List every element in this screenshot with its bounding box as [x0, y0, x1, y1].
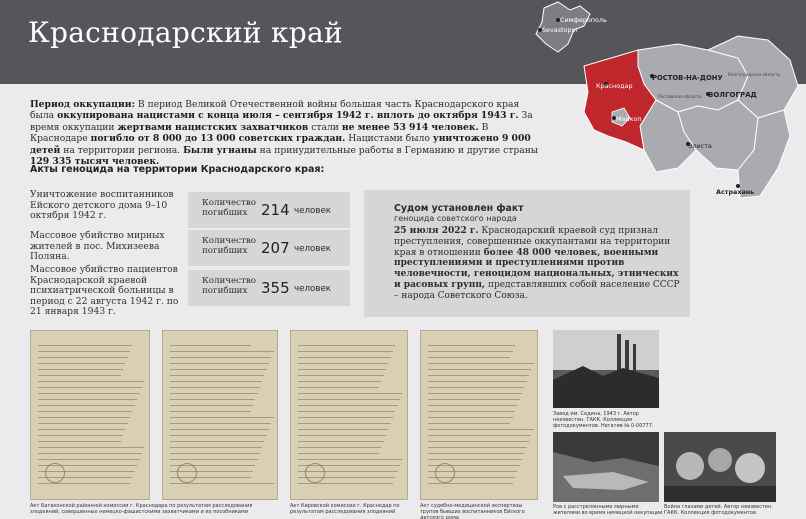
court-date: 25 июля 2022 г.: [394, 226, 479, 236]
document-stamp: [305, 463, 325, 483]
occupation-label: Период оккупации:: [30, 99, 135, 110]
court-text: [394, 226, 684, 302]
document-text-line: [170, 405, 253, 406]
map-label-elista: Элиста: [688, 142, 712, 150]
document-text-line: [38, 447, 144, 448]
document-text-line: [170, 357, 271, 358]
document-text-line: [170, 423, 271, 424]
document-text-line: [298, 387, 379, 388]
region-map: [528, 0, 806, 210]
document-text-line: [38, 363, 125, 364]
intro-text-m: на принудительные работы в Германию и другие страны: [256, 144, 539, 156]
document-text-line: [170, 351, 274, 352]
document-text-line: [428, 405, 517, 406]
document-stamp: [45, 463, 65, 483]
document-text-line: [38, 399, 137, 400]
court-text-c: представлявших собой население СССР – народа Советского Союза.: [394, 279, 680, 301]
document-text-line: [298, 345, 395, 346]
document-text-line: [170, 399, 256, 400]
document-text-line: [428, 441, 529, 442]
court-verdict-box: [364, 190, 690, 317]
caption-document-1: Акт Батаконской районной комиссии г. Краснодара по результатам расследования злодеяний, совершенных немецко-фашистскими захватчиками и их пособниками: [30, 503, 253, 515]
map-label-rostov: РОСТОВ-НА-ДОНУ: [652, 74, 723, 82]
document-text-line: [38, 351, 130, 352]
document-text-line: [428, 399, 520, 400]
stat-number: 214: [261, 201, 290, 219]
court-text-a: Краснодарский краевой суд признал преступления, совершенные оккупантами на территории края в отношении: [394, 226, 671, 258]
document-stamp: [435, 463, 455, 483]
document-text-line: [170, 483, 274, 484]
map-label-krasnodar: Краснодар: [596, 82, 633, 90]
document-text-line: [428, 351, 513, 352]
intro-text-b: оккупирована нацистами с конца июля – сентября 1942 г. вплоть до октября 1943 г.: [57, 110, 519, 122]
document-text-line: [298, 447, 382, 448]
document-text-line: [298, 369, 386, 370]
document-text-line: [298, 405, 398, 406]
court-text-b: более 48 000 человек, военными преступлениями и преступлениями против человечности, геноцидом национальных, этнических и расовых групп,: [394, 247, 679, 290]
document-text-line: [428, 363, 534, 364]
intro-text-d: жертвами нацистских захватчиков: [117, 121, 309, 133]
photo-children: [664, 432, 776, 502]
document-text-line: [38, 435, 123, 436]
photo-sedin-plant: [553, 330, 659, 408]
document-text-line: [428, 345, 515, 346]
caption-document-3: Акт судебно-медицинской экспертизы трупов бывших воспитанников Ейского детского дома: [420, 503, 525, 519]
court-title: Судом установлен факт: [394, 203, 524, 214]
caption-photo-ditch: Ров с расстрелянными мирными жителями во время немецкой оккупации: [553, 504, 663, 516]
document-text-line: [298, 435, 386, 436]
document-text-line: [170, 447, 262, 448]
map-label-maykop: Майкоп: [616, 115, 642, 123]
document-text-line: [298, 417, 393, 418]
map-label-sevastopol: Sevastopol: [542, 26, 578, 34]
stat-label: Количество погибших: [202, 276, 256, 296]
caption-document-2: Акт Кировской комиссии г. Краснодар по результатам расследования злодеяний: [290, 503, 400, 515]
document-text-line: [298, 429, 388, 430]
document-text-line: [170, 375, 265, 376]
map-label-volgograd-region: Волгоградская область: [728, 72, 781, 77]
acts-heading: Акты геноцида на территории Краснодарского края:: [30, 164, 325, 175]
document-text-line: [428, 435, 531, 436]
document-text-line: [38, 483, 130, 484]
document-text-line: [38, 459, 139, 460]
archive-document-4: [420, 330, 538, 500]
stat-number: 355: [261, 279, 290, 297]
document-text-line: [428, 483, 513, 484]
caption-photo-sedin: Завод им. Седина, 1943 г. Автор неизвестен. ГАКК. Коллекция фотодокументов. Негатив № 0-00777.: [553, 411, 654, 429]
document-text-line: [298, 393, 402, 394]
archive-document-2: [162, 330, 278, 500]
archive-document-3: [290, 330, 408, 500]
document-text-line: [428, 369, 531, 370]
intro-text-l: Были угнаны: [183, 144, 257, 156]
stat-unit: человек: [294, 206, 332, 216]
document-text-line: [428, 387, 524, 388]
stat-unit: человек: [294, 244, 332, 254]
document-text-line: [428, 459, 522, 460]
document-text-line: [170, 453, 260, 454]
document-text-line: [428, 429, 534, 430]
document-text-line: [298, 375, 384, 376]
archive-document-1: [30, 330, 150, 500]
document-text-line: [38, 393, 139, 394]
document-text-line: [170, 429, 269, 430]
stat-label: Количество погибших: [202, 236, 256, 256]
document-text-line: [428, 393, 522, 394]
stat-unit: человек: [294, 284, 332, 294]
intro-text-j: уничтожено 9 000 детей: [30, 133, 531, 156]
document-text-line: [38, 411, 132, 412]
document-text-line: [38, 345, 132, 346]
intro-text-n: 129 335 тысяч человек.: [30, 156, 160, 168]
document-text-line: [170, 381, 262, 382]
document-text-line: [298, 351, 393, 352]
court-subtitle: геноцида советского народа: [394, 214, 517, 223]
document-text-line: [38, 381, 144, 382]
document-text-line: [428, 411, 515, 412]
document-text-line: [298, 363, 388, 364]
caption-photo-children: Война глазами детей. Автор неизвестен. ГАКК. Коллекция фотодокументов.: [664, 504, 773, 516]
document-text-line: [428, 417, 513, 418]
occupation-paragraph: [30, 99, 545, 167]
document-text-line: [298, 459, 402, 460]
stat-number: 207: [261, 239, 290, 257]
document-text-line: [170, 387, 260, 388]
intro-text-i: Нацистами было: [345, 133, 433, 145]
document-text-line: [298, 399, 400, 400]
document-text-line: [298, 453, 379, 454]
document-text-line: [298, 411, 395, 412]
document-text-line: [38, 405, 135, 406]
document-text-line: [170, 369, 267, 370]
intro-text-c: За время оккупации: [30, 110, 533, 133]
document-text-line: [38, 441, 121, 442]
stat-label: Количество погибших: [202, 198, 256, 218]
document-text-line: [170, 393, 258, 394]
act-item-mikhizeeva: Массовое убийство мирных жителей в пос. Михизеева Поляна.: [30, 230, 165, 263]
document-text-line: [428, 381, 527, 382]
document-text-line: [298, 381, 382, 382]
document-stamp: [177, 463, 197, 483]
document-text-line: [298, 483, 393, 484]
stat-box-yeysk: [188, 192, 350, 228]
document-text-line: [428, 453, 524, 454]
document-text-line: [38, 375, 121, 376]
document-text-line: [428, 423, 510, 424]
document-text-line: [38, 453, 142, 454]
document-text-line: [170, 345, 251, 346]
document-text-line: [170, 435, 267, 436]
document-text-line: [38, 429, 125, 430]
document-text-line: [38, 387, 142, 388]
document-text-line: [38, 417, 130, 418]
intro-text-g: В Краснодаре: [30, 121, 489, 145]
stat-box-mikhizeeva: [188, 230, 350, 266]
stat-box-hospital: [188, 270, 350, 306]
document-text-line: [170, 459, 258, 460]
map-label-volgograd: ВОЛГОГРАД: [708, 91, 757, 99]
page-title: Краснодарский край: [28, 16, 343, 49]
document-text-line: [428, 447, 527, 448]
document-text-line: [298, 357, 391, 358]
intro-text-e: стали: [308, 121, 342, 133]
document-text-line: [170, 411, 251, 412]
document-text-line: [38, 423, 128, 424]
document-text-line: [170, 417, 274, 418]
intro-text-a: В период Великой Отечественной войны большая часть Краснодарского края была: [30, 99, 520, 122]
document-text-line: [298, 441, 384, 442]
map-label-astrakhan: Астрахань: [716, 188, 755, 196]
act-item-yeysk: Уничтожение воспитанников Ейского детского дома 9–10 октября 1942 г.: [30, 189, 174, 222]
photo-ditch: [553, 432, 659, 502]
intro-text-k: на территории региона.: [60, 144, 184, 156]
document-text-line: [428, 357, 510, 358]
intro-text-f: не менее 53 914 человек.: [341, 121, 479, 133]
act-item-hospital: Массовое убийство пациентов Краснодарской краевой психиатрической больницы в период с 22 августа 1942 г. по 21 января 1943 г.: [30, 264, 179, 318]
map-label-simferopol: Симферополь: [560, 16, 607, 24]
intro-text-h: погибло от 8 000 до 13 000 советских граждан.: [90, 133, 346, 145]
document-text-line: [298, 423, 391, 424]
document-text-line: [428, 375, 529, 376]
document-text-line: [170, 441, 265, 442]
document-text-line: [38, 369, 123, 370]
map-label-rostov-region: Ростовская область: [658, 94, 702, 99]
document-text-line: [38, 357, 128, 358]
document-text-line: [170, 363, 269, 364]
